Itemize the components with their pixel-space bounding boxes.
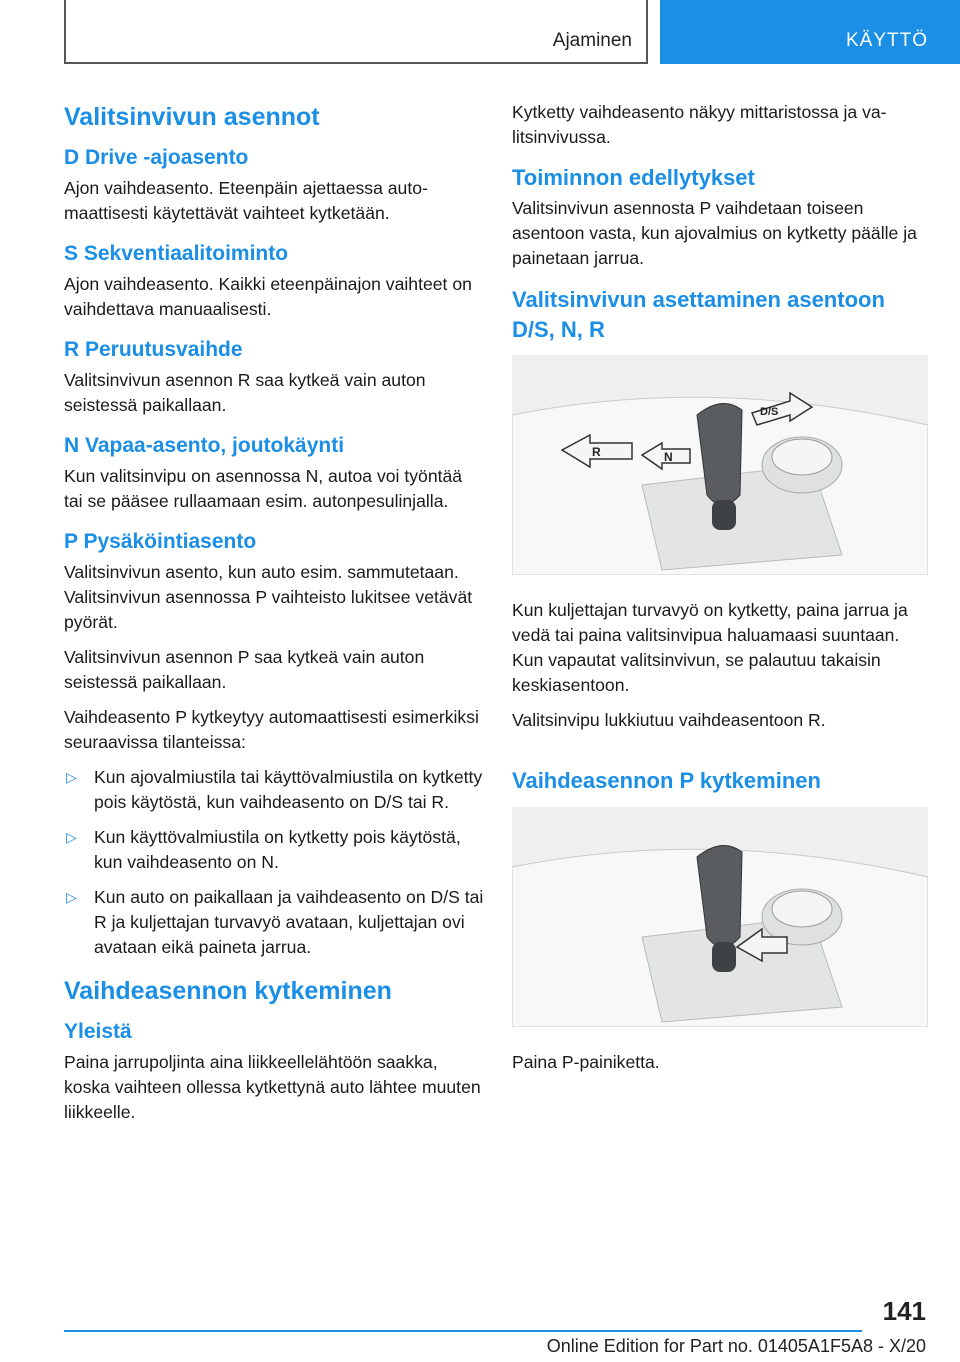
neutral-heading: N Vapaa-asento, joutokäynti — [64, 434, 345, 457]
drive-heading: D Drive -ajoasento — [64, 146, 249, 169]
requirements-text: Valitsinvivun asennosta P vaihdetaan toiseen asentoon vasta, kun ajovalmius on kytketty päälle ja painetaan jarrua. — [512, 198, 917, 268]
ds-label: D/S — [760, 406, 779, 418]
set-position-heading: Valitsinvivun asettaminen asentoon D/S, N, R — [512, 287, 885, 342]
intro-text: Kytketty vaihdeasento näkyy mittaristossa ja valitsinvivussa. — [512, 102, 887, 147]
list-item: ▷ Kun käyttövalmiustila on kytketty pois käytöstä, kun vaihdeasento on N. — [66, 827, 461, 872]
list-item: ▷ Kun ajovalmiustila tai käyttövalmiustila on kytketty pois käytöstä, kun vaihdeasento on D/S tai R. — [66, 767, 483, 812]
chapter-tab — [660, 0, 960, 64]
p-switch-heading: Vaihdeasennon P kytkeminen — [512, 768, 821, 793]
general-text: Paina jarrupoljinta aina liikkeellelähtöön saakka, koska vaihteen ollessa kytkettynä auto lähtee muuten liikkeelle. — [64, 1052, 481, 1122]
chapter-label: KÄYTTÖ — [845, 30, 928, 51]
triangle-bullet-icon: ▷ — [66, 889, 77, 905]
neutral-text: Kun valitsinvipu on asennossa N, autoa voi työntää tai se pääsee rullaamaan esim. autonpesulinjalla. — [64, 466, 463, 511]
right-column — [512, 100, 930, 1085]
left-column — [64, 100, 484, 1135]
park-text-3: Vaihdeasento P kytkeytyy automaattisesti esimerkiksi seuraavissa tilanteissa: — [64, 707, 479, 752]
switch-heading: Vaihdeasennon kytkeminen — [64, 977, 392, 1005]
park-text-2: Valitsinvivun asennon P saa kytkeä vain auton seistessä paikallaan. — [64, 647, 425, 692]
p-switch-text: Paina P-painiketta. — [512, 1052, 660, 1072]
reverse-text: Valitsinvivun asennon R saa kytkeä vain auton seistessä paikallaan. — [64, 370, 426, 415]
page-number: 141 — [882, 1296, 926, 1326]
sequential-heading: S Sekventiaalitoiminto — [64, 242, 289, 265]
park-heading: P Pysäköintiasento — [64, 530, 257, 553]
requirements-heading: Toiminnon edellytykset — [512, 165, 755, 190]
park-conditions-list — [64, 765, 484, 960]
triangle-bullet-icon: ▷ — [66, 829, 77, 845]
page-header — [0, 0, 960, 64]
park-text-1: Valitsinvivun asento, kun auto esim. sammutetaan. Valitsinvivun asennossa P vaihteisto lukitsee vetävät pyörät. — [64, 562, 473, 632]
footer-divider — [64, 1330, 862, 1332]
triangle-bullet-icon: ▷ — [66, 769, 77, 785]
list-item: ▷ Kun auto on paikallaan ja vaihdeasento on D/S tai R ja kuljettajan turvavyö avataan, kuljettajan ovi avataan eikä paineta jarrua. — [66, 887, 484, 957]
section-label: Ajaminen — [552, 30, 632, 51]
set-text-1: Kun kuljettajan turvavyö on kytketty, paina jarrua ja vedä tai paina valitsinvipua haluamaasi suuntaan. Kun vapautat valitsinvivun, se palautuu takaisin keskiasentoon. — [512, 600, 908, 695]
drive-text: Ajon vaihdeasento. Eteenpäin ajettaessa automaattisesti käytettävät vaihteet kytketään. — [64, 178, 428, 223]
edition-note: Online Edition for Part no. 01405A1F5A8 - X/20 — [546, 1336, 926, 1356]
gear-selector-figure — [512, 355, 928, 575]
main-heading: Valitsinvivun asennot — [64, 103, 320, 131]
r-label: R — [592, 445, 601, 459]
section-tab — [64, 0, 648, 64]
sequential-text: Ajon vaihdeasento. Kaikki eteenpäinajon vaihteet on vaihdettava manuaalisesti. — [64, 274, 472, 319]
general-heading: Yleistä — [64, 1020, 132, 1043]
park-button-figure — [512, 807, 928, 1027]
n-label: N — [664, 450, 673, 464]
set-text-2: Valitsinvipu lukkiutuu vaihdeasentoon R. — [512, 710, 826, 730]
reverse-heading: R Peruutusvaihde — [64, 338, 243, 361]
